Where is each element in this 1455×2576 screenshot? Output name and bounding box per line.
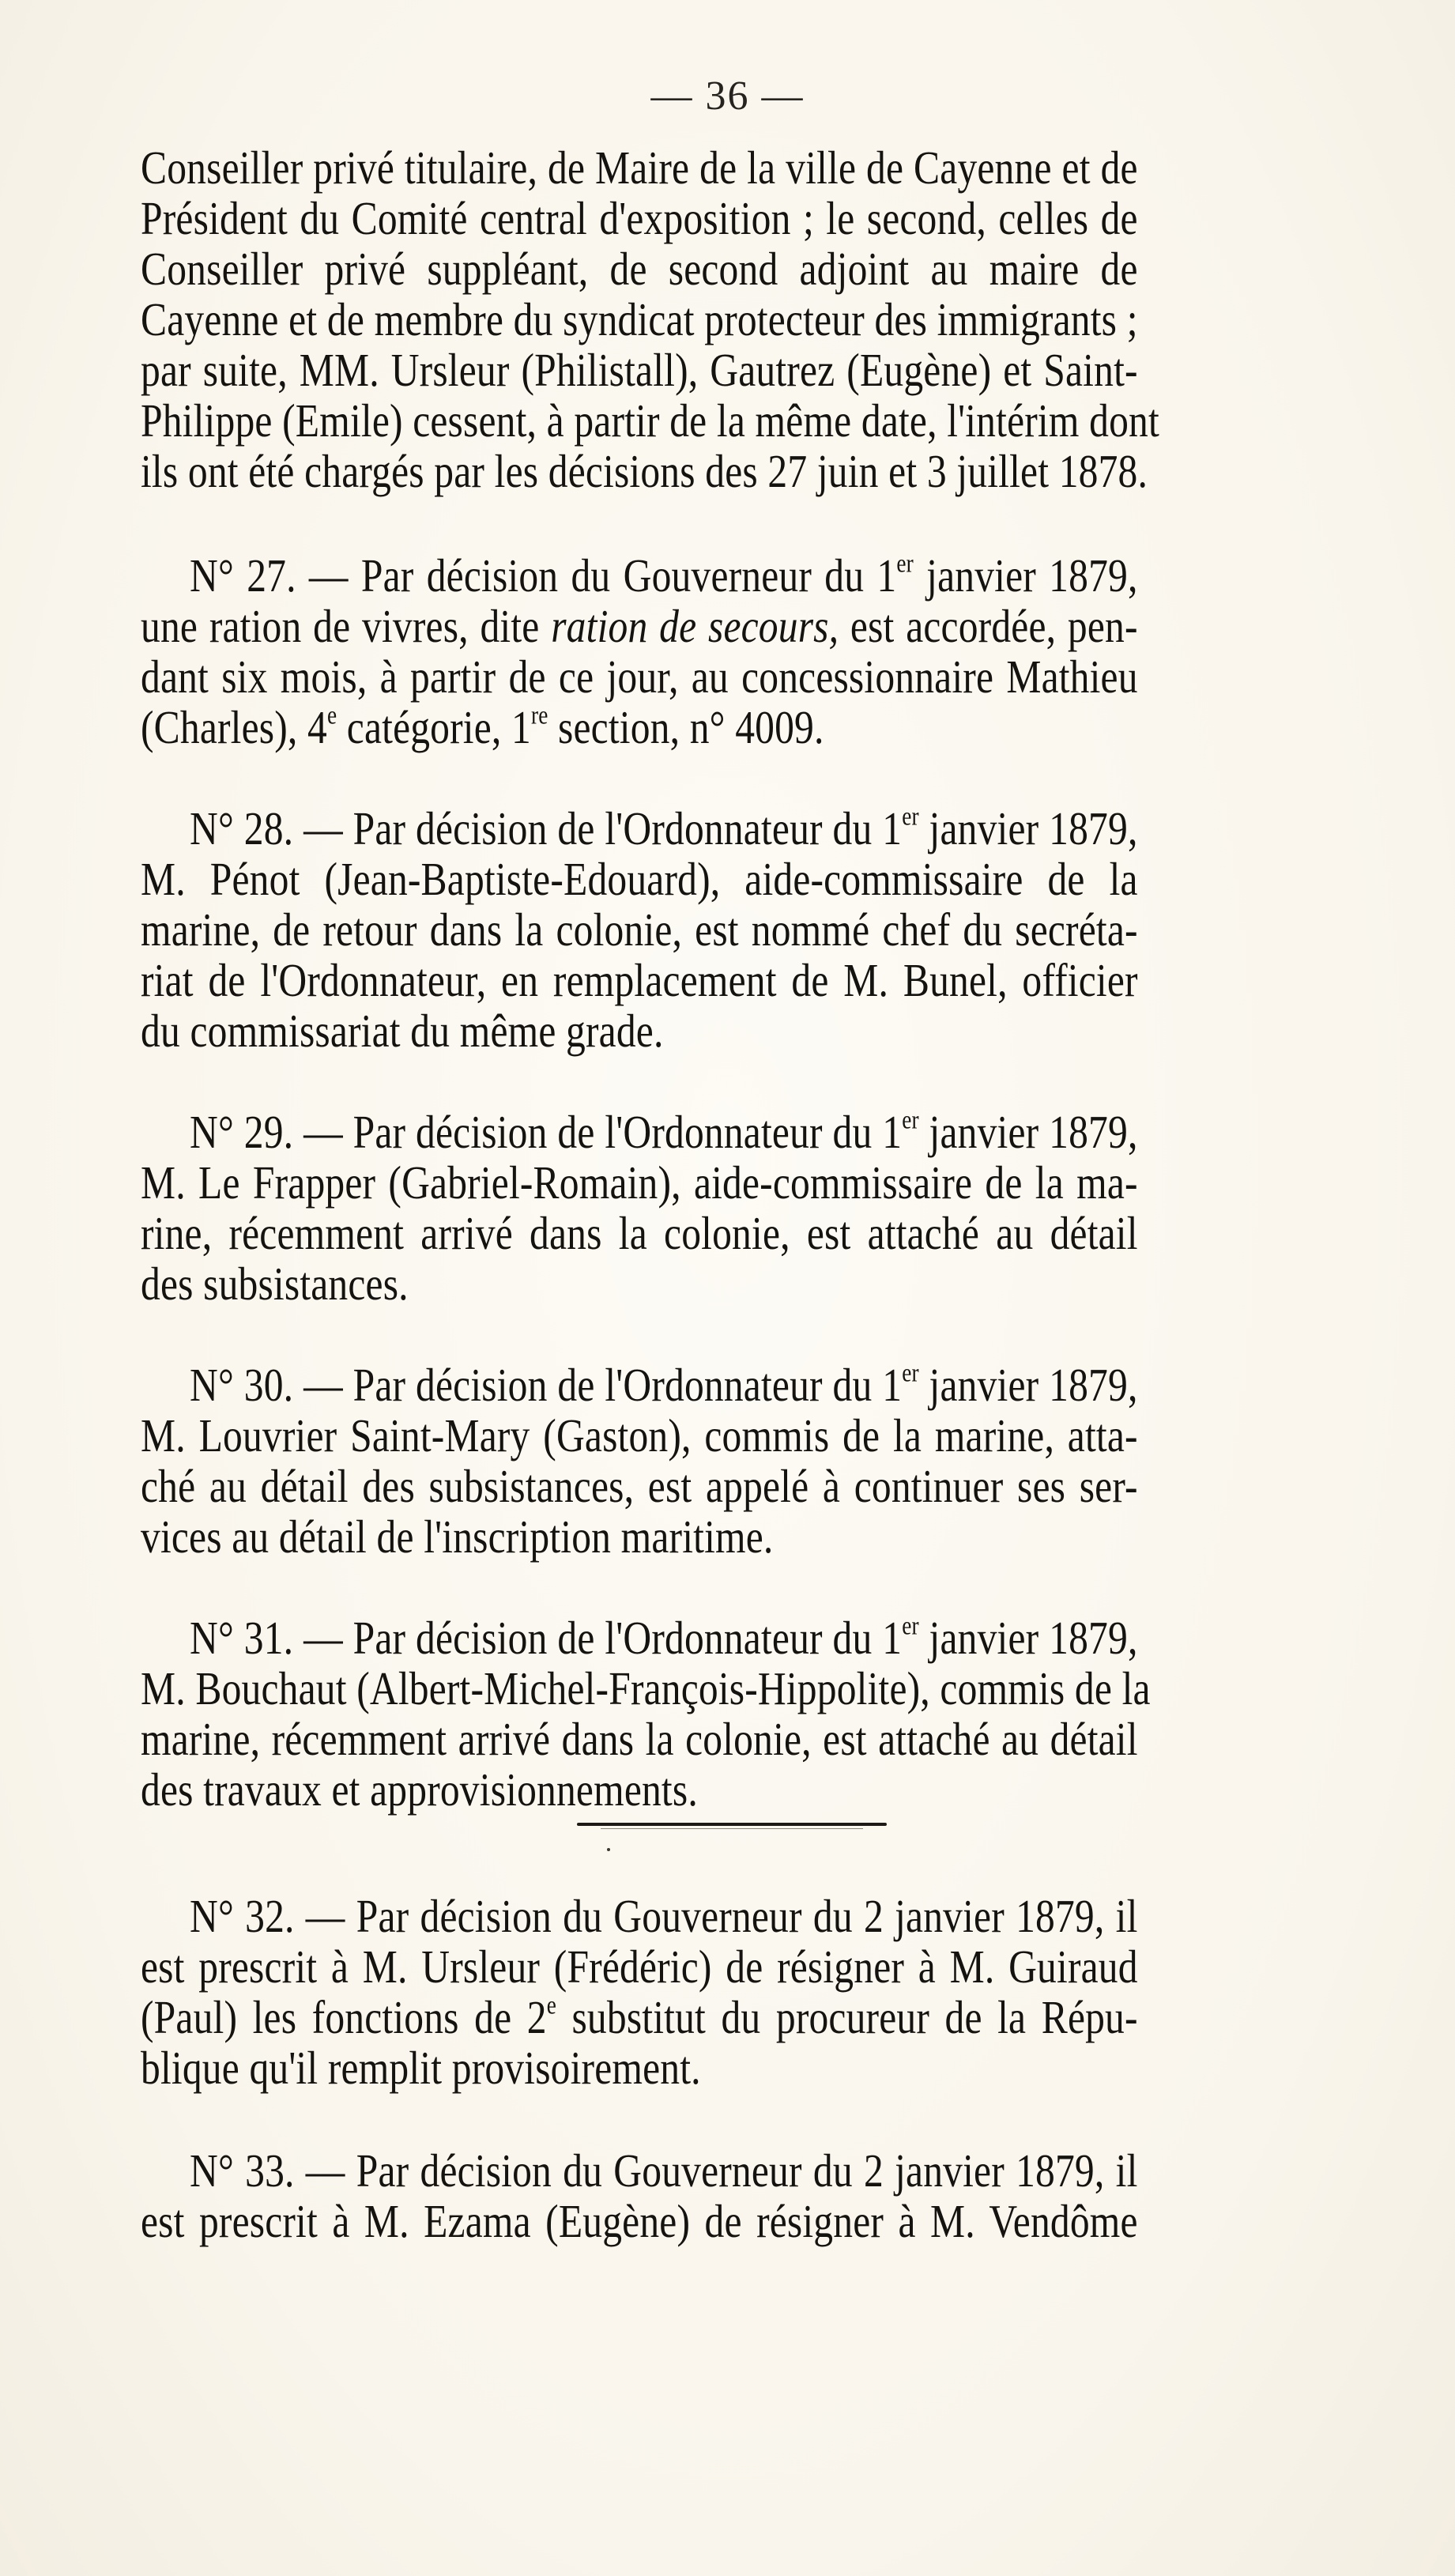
heading-date: janvier 1879, — [918, 802, 1138, 854]
text-segment: substitut du procureur de la Répu- — [556, 1991, 1138, 2043]
ordinal-suffix: er — [902, 802, 919, 832]
heading-text: N° 28. — Par décision de l'Ordonnateur du 1 — [190, 802, 903, 854]
text-line: des subsistances. — [141, 1258, 409, 1310]
text-line: blique qu'il remplit provisoirement. — [141, 2042, 701, 2094]
text-line: vices au détail de l'inscription maritime. — [141, 1511, 774, 1563]
section-separator-rule — [577, 1823, 887, 1826]
decision-heading-line — [190, 803, 1138, 854]
text-line: dant six mois, à partir de ce jour, au concessionnaire Mathieu — [141, 651, 1138, 703]
text-segment: catégorie, 1 — [337, 701, 531, 753]
page-number: — 36 — — [650, 74, 805, 119]
text-line: Philippe (Emile) cessent, à partir de la même date, l'intérim dont — [141, 394, 1159, 447]
text-line: marine, récemment arrivé dans la colonie, est attaché au détail — [141, 1713, 1138, 1765]
heading-date: janvier 1879, — [913, 549, 1138, 602]
text-line: M. Bouchaut (Albert-Michel-François-Hippolite), commis de la — [141, 1662, 1151, 1714]
ordinal-suffix: er — [902, 1106, 919, 1135]
heading-text: N° 27. — Par décision du Gouverneur du 1 — [190, 549, 897, 602]
text-line: rine, récemment arrivé dans la colonie, est attaché au détail — [141, 1207, 1138, 1259]
text-line: Conseiller privé suppléant, de second adjoint au maire de — [141, 243, 1138, 295]
text-line: M. Le Frapper (Gabriel-Romain), aide-commissaire de la ma- — [141, 1156, 1138, 1209]
ordinal-suffix: er — [896, 549, 914, 579]
decision-heading-line — [190, 1107, 1138, 1157]
decision-heading-line: N° 33. — Par décision du Gouverneur du 2 janvier 1879, il — [190, 2144, 1138, 2197]
ordinal-suffix: re — [530, 701, 548, 730]
heading-text: N° 31. — Par décision de l'Ordonnateur du 1 — [190, 1612, 903, 1664]
text-line: ché au détail des subsistances, est appelé à continuer ses ser- — [141, 1460, 1138, 1512]
text-line: Président du Comité central d'exposition ; le second, celles de — [141, 192, 1138, 244]
italic-term: ration de secours, — [551, 600, 839, 652]
text-segment: une ration de vivres, dite — [141, 600, 552, 652]
text-segment: (Paul) les fonctions de 2 — [141, 1991, 547, 2043]
decision-heading-line — [190, 1360, 1138, 1410]
text-line — [141, 1992, 1138, 2042]
ordinal-suffix: er — [902, 1612, 919, 1641]
ordinal-suffix: er — [902, 1359, 919, 1388]
text-line: ils ont été chargés par les décisions des 27 juin et 3 juillet 1878. — [141, 445, 1148, 497]
text-line: riat de l'Ordonnateur, en remplacement de M. Bunel, officier — [141, 954, 1138, 1006]
ordinal-suffix: e — [546, 1991, 556, 2020]
heading-text: N° 29. — Par décision de l'Ordonnateur du 1 — [190, 1106, 903, 1158]
text-line: marine, de retour dans la colonie, est nommé chef du secréta- — [141, 903, 1138, 956]
heading-date: janvier 1879, — [918, 1359, 1138, 1411]
text-line: Cayenne et de membre du syndicat protecteur des immigrants ; — [141, 293, 1138, 345]
heading-date: janvier 1879, — [918, 1612, 1138, 1664]
text-line: est prescrit à M. Ursleur (Frédéric) de résigner à M. Guiraud — [141, 1940, 1138, 1993]
text-line: M. Pénot (Jean-Baptiste-Edouard), aide-commissaire de la — [141, 853, 1138, 905]
heading-date: janvier 1879, — [918, 1106, 1138, 1158]
decision-heading-line — [190, 1612, 1138, 1663]
text-line — [141, 702, 1138, 752]
text-segment: est accordée, pen- — [839, 600, 1138, 652]
ordinal-suffix: e — [326, 701, 337, 730]
section-separator-hairline — [601, 1828, 863, 1829]
text-segment: section, n° 4009. — [548, 701, 824, 753]
text-line: Conseiller privé titulaire, de Maire de la ville de Cayenne et de — [141, 141, 1138, 194]
text-segment: (Charles), 4 — [141, 701, 327, 753]
text-line: du commissariat du même grade. — [141, 1005, 664, 1057]
text-line: par suite, MM. Ursleur (Philistall), Gautrez (Eugène) et Saint- — [141, 344, 1138, 396]
decision-heading-line: N° 32. — Par décision du Gouverneur du 2 janvier 1879, il — [190, 1890, 1138, 1942]
text-line: des travaux et approvisionnements. — [141, 1763, 698, 1816]
heading-text: N° 30. — Par décision de l'Ordonnateur du 1 — [190, 1359, 903, 1411]
text-line: M. Louvrier Saint-Mary (Gaston), commis de la marine, atta- — [141, 1409, 1138, 1461]
text-line — [141, 601, 1138, 651]
print-speck — [607, 1848, 610, 1851]
text-line: est prescrit à M. Ezama (Eugène) de résigner à M. Vendôme — [141, 2195, 1138, 2247]
decision-heading-line — [190, 550, 1138, 601]
